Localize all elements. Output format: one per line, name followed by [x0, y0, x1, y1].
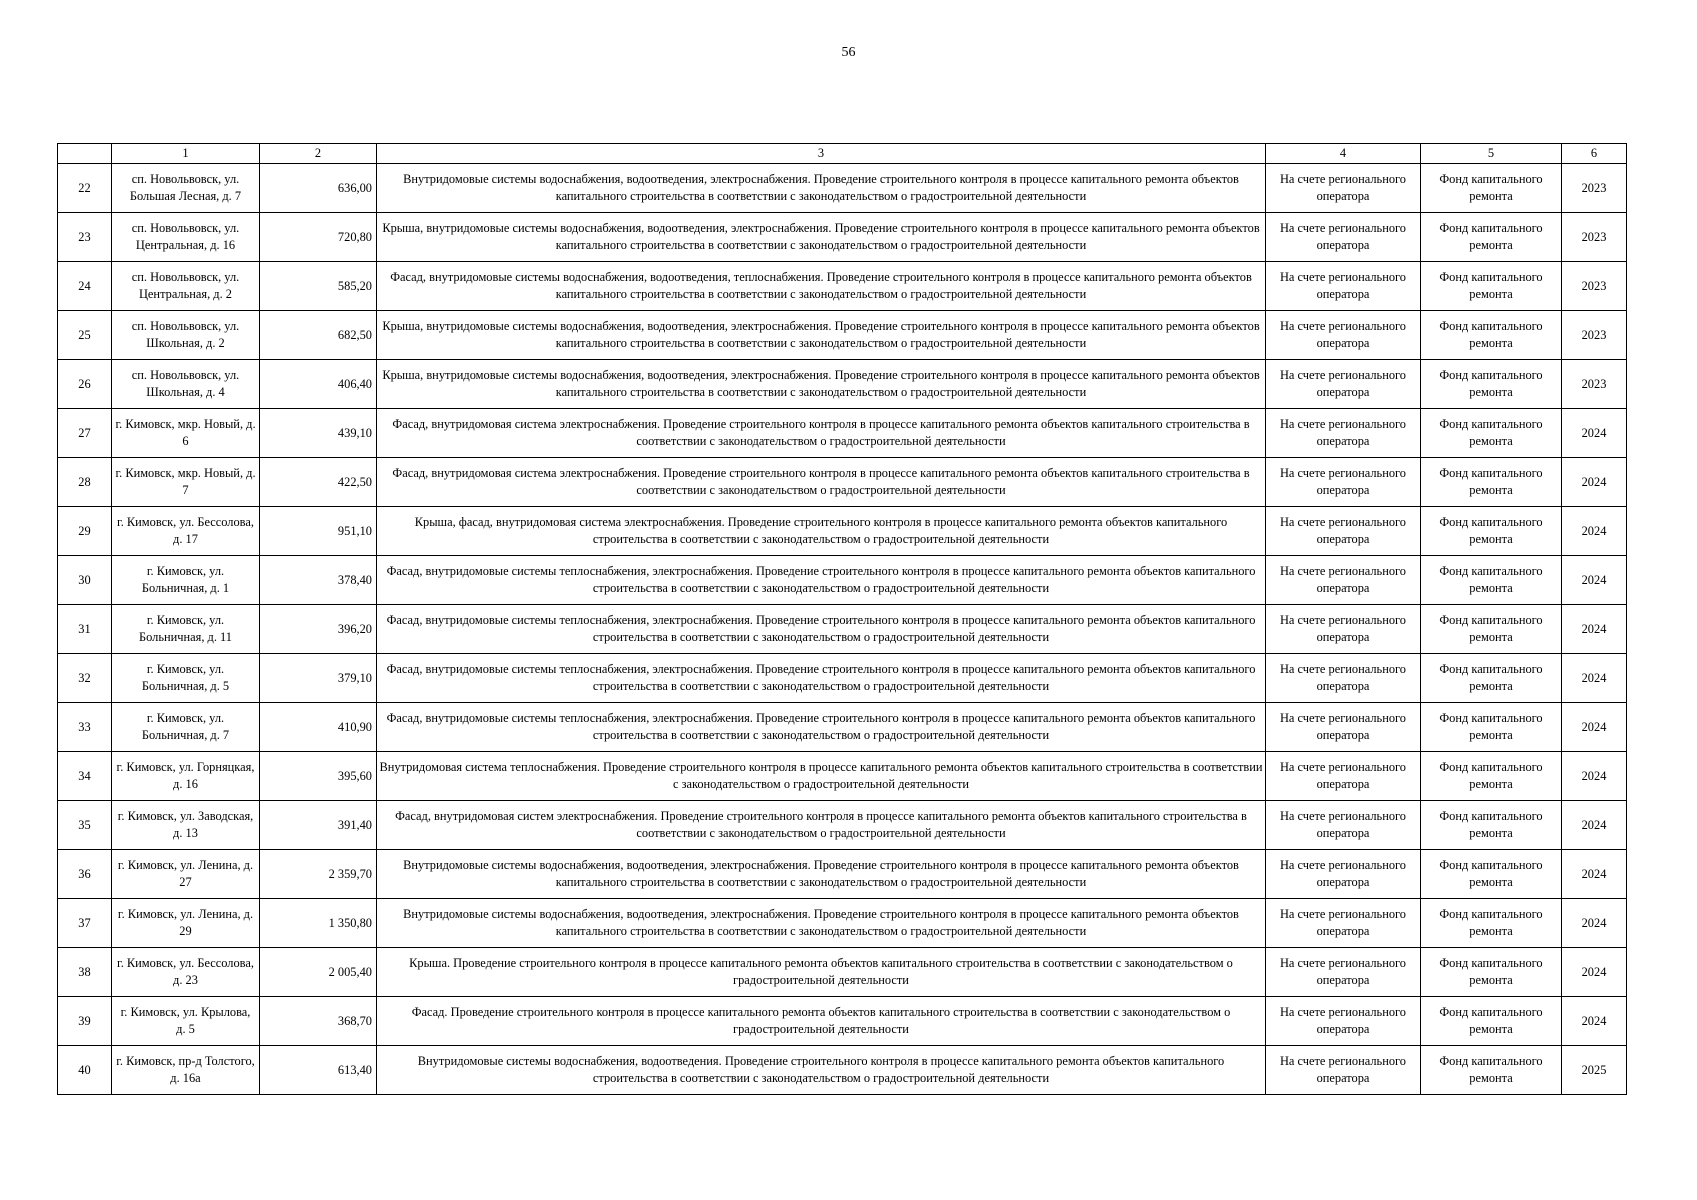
works-description-cell: Крыша, внутридомовые системы водоснабжения, водоотведения, электроснабжения. Проведение строительного контроля в процессе капитального ремонта объектов капитального строительства в соответствии с законодательством о градостроительной деятельности [377, 360, 1266, 409]
account-cell: На счете регионального оператора [1266, 752, 1421, 801]
account-cell: На счете регионального оператора [1266, 997, 1421, 1046]
funding-source-cell: Фонд капитального ремонта [1421, 605, 1562, 654]
row-number: 40 [58, 1046, 112, 1095]
year-cell: 2024 [1562, 458, 1627, 507]
row-number: 38 [58, 948, 112, 997]
funding-source-cell: Фонд капитального ремонта [1421, 654, 1562, 703]
account-cell: На счете регионального оператора [1266, 654, 1421, 703]
amount-cell: 2 359,70 [260, 850, 377, 899]
account-cell: На счете регионального оператора [1266, 850, 1421, 899]
works-description-cell: Фасад, внутридомовая система электроснабжения. Проведение строительного контроля в процессе капитального ремонта объектов капитального строительства в соответствии с законодательством о градостроительной деятельности [377, 409, 1266, 458]
year-cell: 2024 [1562, 409, 1627, 458]
year-cell: 2024 [1562, 703, 1627, 752]
amount-cell: 636,00 [260, 164, 377, 213]
funding-source-cell: Фонд капитального ремонта [1421, 1046, 1562, 1095]
account-cell: На счете регионального оператора [1266, 605, 1421, 654]
table-row [58, 213, 1627, 262]
column-number-row [58, 144, 1627, 164]
funding-source-cell: Фонд капитального ремонта [1421, 556, 1562, 605]
amount-cell: 391,40 [260, 801, 377, 850]
column-number-5: 5 [1421, 144, 1562, 164]
amount-cell: 585,20 [260, 262, 377, 311]
amount-cell: 720,80 [260, 213, 377, 262]
address-cell: г. Кимовск, ул. Бессолова, д. 23 [112, 948, 260, 997]
account-cell: На счете регионального оператора [1266, 409, 1421, 458]
funding-source-cell: Фонд капитального ремонта [1421, 997, 1562, 1046]
table-row [58, 997, 1627, 1046]
works-description-cell: Фасад. Проведение строительного контроля в процессе капитального ремонта объектов капитального строительства в соответствии с законодательством о градостроительной деятельности [377, 997, 1266, 1046]
year-cell: 2024 [1562, 801, 1627, 850]
table-row [58, 164, 1627, 213]
year-cell: 2024 [1562, 899, 1627, 948]
address-cell: г. Кимовск, ул. Горняцкая, д. 16 [112, 752, 260, 801]
column-number-4: 4 [1266, 144, 1421, 164]
amount-cell: 378,40 [260, 556, 377, 605]
table-row [58, 752, 1627, 801]
amount-cell: 395,60 [260, 752, 377, 801]
funding-source-cell: Фонд капитального ремонта [1421, 360, 1562, 409]
address-cell: сп. Новольвовск, ул. Школьная, д. 4 [112, 360, 260, 409]
row-number: 25 [58, 311, 112, 360]
table-row [58, 1046, 1627, 1095]
works-description-cell: Фасад, внутридомовые системы теплоснабжения, электроснабжения. Проведение строительного контроля в процессе капитального ремонта объектов капитального строительства в соответствии с законодательством о градостроительной деятельности [377, 556, 1266, 605]
year-cell: 2023 [1562, 262, 1627, 311]
year-cell: 2024 [1562, 605, 1627, 654]
works-description-cell: Фасад, внутридомовые системы водоснабжения, водоотведения, теплоснабжения. Проведение строительного контроля в процессе капитального ремонта объектов капитального строительства в соответствии с законодательством о градостроительной деятельности [377, 262, 1266, 311]
year-cell: 2024 [1562, 556, 1627, 605]
address-cell: г. Кимовск, ул. Больничная, д. 5 [112, 654, 260, 703]
works-description-cell: Фасад, внутридомовая система электроснабжения. Проведение строительного контроля в процессе капитального ремонта объектов капитального строительства в соответствии с законодательством о градостроительной деятельности [377, 458, 1266, 507]
amount-cell: 439,10 [260, 409, 377, 458]
row-number: 31 [58, 605, 112, 654]
address-cell: г. Кимовск, ул. Бессолова, д. 17 [112, 507, 260, 556]
year-cell: 2024 [1562, 507, 1627, 556]
table-body [58, 144, 1627, 1095]
amount-cell: 613,40 [260, 1046, 377, 1095]
funding-source-cell: Фонд капитального ремонта [1421, 703, 1562, 752]
table-row [58, 948, 1627, 997]
account-cell: На счете регионального оператора [1266, 360, 1421, 409]
funding-source-cell: Фонд капитального ремонта [1421, 458, 1562, 507]
address-cell: сп. Новольвовск, ул. Центральная, д. 2 [112, 262, 260, 311]
amount-cell: 410,90 [260, 703, 377, 752]
works-description-cell: Внутридомовая система теплоснабжения. Проведение строительного контроля в процессе капитального ремонта объектов капитального строительства в соответствии с законодательством о градостроительной деятельности [377, 752, 1266, 801]
column-number-3: 3 [377, 144, 1266, 164]
works-description-cell: Крыша, внутридомовые системы водоснабжения, водоотведения, электроснабжения. Проведение строительного контроля в процессе капитального ремонта объектов капитального строительства в соответствии с законодательством о градостроительной деятельности [377, 213, 1266, 262]
table-row [58, 507, 1627, 556]
table-row [58, 556, 1627, 605]
table-row [58, 262, 1627, 311]
page-number: 56 [841, 45, 856, 60]
row-number: 37 [58, 899, 112, 948]
amount-cell: 682,50 [260, 311, 377, 360]
row-number: 33 [58, 703, 112, 752]
works-description-cell: Внутридомовые системы водоснабжения, водоотведения, электроснабжения. Проведение строительного контроля в процессе капитального ремонта объектов капитального строительства в соответствии с законодательством о градостроительной деятельности [377, 850, 1266, 899]
works-description-cell: Крыша, внутридомовые системы водоснабжения, водоотведения, электроснабжения. Проведение строительного контроля в процессе капитального ремонта объектов капитального строительства в соответствии с законодательством о градостроительной деятельности [377, 311, 1266, 360]
row-number: 23 [58, 213, 112, 262]
account-cell: На счете регионального оператора [1266, 899, 1421, 948]
row-number: 22 [58, 164, 112, 213]
funding-source-cell: Фонд капитального ремонта [1421, 262, 1562, 311]
row-number: 30 [58, 556, 112, 605]
year-cell: 2024 [1562, 948, 1627, 997]
works-description-cell: Внутридомовые системы водоснабжения, водоотведения. Проведение строительного контроля в процессе капитального ремонта объектов капитального строительства в соответствии с законодательством о градостроительной деятельности [377, 1046, 1266, 1095]
year-cell: 2024 [1562, 997, 1627, 1046]
year-cell: 2023 [1562, 213, 1627, 262]
year-cell: 2024 [1562, 752, 1627, 801]
amount-cell: 2 005,40 [260, 948, 377, 997]
row-number: 34 [58, 752, 112, 801]
funding-source-cell: Фонд капитального ремонта [1421, 850, 1562, 899]
funding-source-cell: Фонд капитального ремонта [1421, 164, 1562, 213]
year-cell: 2023 [1562, 360, 1627, 409]
table-row [58, 899, 1627, 948]
account-cell: На счете регионального оператора [1266, 507, 1421, 556]
address-cell: г. Кимовск, мкр. Новый, д. 6 [112, 409, 260, 458]
funding-source-cell: Фонд капитального ремонта [1421, 507, 1562, 556]
table-row [58, 458, 1627, 507]
table-row [58, 654, 1627, 703]
account-cell: На счете регионального оператора [1266, 703, 1421, 752]
account-cell: На счете регионального оператора [1266, 458, 1421, 507]
column-number-2: 2 [260, 144, 377, 164]
funding-source-cell: Фонд капитального ремонта [1421, 213, 1562, 262]
account-cell: На счете регионального оператора [1266, 311, 1421, 360]
year-cell: 2024 [1562, 654, 1627, 703]
amount-cell: 396,20 [260, 605, 377, 654]
address-cell: г. Кимовск, ул. Крылова, д. 5 [112, 997, 260, 1046]
funding-source-cell: Фонд капитального ремонта [1421, 948, 1562, 997]
repair-register-table [57, 143, 1627, 1095]
works-description-cell: Фасад, внутридомовые системы теплоснабжения, электроснабжения. Проведение строительного контроля в процессе капитального ремонта объектов капитального строительства в соответствии с законодательством о градостроительной деятельности [377, 703, 1266, 752]
amount-cell: 951,10 [260, 507, 377, 556]
address-cell: сп. Новольвовск, ул. Школьная, д. 2 [112, 311, 260, 360]
works-description-cell: Фасад, внутридомовая систем электроснабжения. Проведение строительного контроля в процессе капитального ремонта объектов капитального строительства в соответствии с законодательством о градостроительной деятельности [377, 801, 1266, 850]
funding-source-cell: Фонд капитального ремонта [1421, 311, 1562, 360]
works-description-cell: Внутридомовые системы водоснабжения, водоотведения, электроснабжения. Проведение строительного контроля в процессе капитального ремонта объектов капитального строительства в соответствии с законодательством о градостроительной деятельности [377, 164, 1266, 213]
account-cell: На счете регионального оператора [1266, 213, 1421, 262]
row-number: 29 [58, 507, 112, 556]
funding-source-cell: Фонд капитального ремонта [1421, 899, 1562, 948]
row-number: 36 [58, 850, 112, 899]
year-cell: 2023 [1562, 164, 1627, 213]
table-row [58, 801, 1627, 850]
row-number: 24 [58, 262, 112, 311]
table-row [58, 360, 1627, 409]
funding-source-cell: Фонд капитального ремонта [1421, 801, 1562, 850]
works-description-cell: Крыша, фасад, внутридомовая система электроснабжения. Проведение строительного контроля в процессе капитального ремонта объектов капитального строительства в соответствии с законодательством о градостроительной деятельности [377, 507, 1266, 556]
account-cell: На счете регионального оператора [1266, 948, 1421, 997]
address-cell: г. Кимовск, мкр. Новый, д. 7 [112, 458, 260, 507]
address-cell: г. Кимовск, ул. Ленина, д. 29 [112, 899, 260, 948]
amount-cell: 368,70 [260, 997, 377, 1046]
account-cell: На счете регионального оператора [1266, 164, 1421, 213]
funding-source-cell: Фонд капитального ремонта [1421, 409, 1562, 458]
address-cell: сп. Новольвовск, ул. Большая Лесная, д. 7 [112, 164, 260, 213]
address-cell: г. Кимовск, пр-д Толстого, д. 16а [112, 1046, 260, 1095]
table-row [58, 850, 1627, 899]
year-cell: 2024 [1562, 850, 1627, 899]
account-cell: На счете регионального оператора [1266, 262, 1421, 311]
column-number-1: 1 [112, 144, 260, 164]
row-number: 32 [58, 654, 112, 703]
address-cell: г. Кимовск, ул. Больничная, д. 1 [112, 556, 260, 605]
table-row [58, 703, 1627, 752]
row-number: 26 [58, 360, 112, 409]
amount-cell: 406,40 [260, 360, 377, 409]
works-description-cell: Фасад, внутридомовые системы теплоснабжения, электроснабжения. Проведение строительного контроля в процессе капитального ремонта объектов капитального строительства в соответствии с законодательством о градостроительной деятельности [377, 654, 1266, 703]
column-number-blank [58, 144, 112, 164]
year-cell: 2025 [1562, 1046, 1627, 1095]
year-cell: 2023 [1562, 311, 1627, 360]
account-cell: На счете регионального оператора [1266, 801, 1421, 850]
works-description-cell: Внутридомовые системы водоснабжения, водоотведения, электроснабжения. Проведение строительного контроля в процессе капитального ремонта объектов капитального строительства в соответствии с законодательством о градостроительной деятельности [377, 899, 1266, 948]
works-description-cell: Фасад, внутридомовые системы теплоснабжения, электроснабжения. Проведение строительного контроля в процессе капитального ремонта объектов капитального строительства в соответствии с законодательством о градостроительной деятельности [377, 605, 1266, 654]
row-number: 28 [58, 458, 112, 507]
row-number: 35 [58, 801, 112, 850]
table-row [58, 409, 1627, 458]
address-cell: г. Кимовск, ул. Заводская, д. 13 [112, 801, 260, 850]
funding-source-cell: Фонд капитального ремонта [1421, 752, 1562, 801]
account-cell: На счете регионального оператора [1266, 556, 1421, 605]
address-cell: г. Кимовск, ул. Ленина, д. 27 [112, 850, 260, 899]
column-number-6: 6 [1562, 144, 1627, 164]
address-cell: сп. Новольвовск, ул. Центральная, д. 16 [112, 213, 260, 262]
works-description-cell: Крыша. Проведение строительного контроля в процессе капитального ремонта объектов капитального строительства в соответствии с законодательством о градостроительной деятельности [377, 948, 1266, 997]
table-row [58, 605, 1627, 654]
amount-cell: 1 350,80 [260, 899, 377, 948]
amount-cell: 422,50 [260, 458, 377, 507]
address-cell: г. Кимовск, ул. Больничная, д. 11 [112, 605, 260, 654]
account-cell: На счете регионального оператора [1266, 1046, 1421, 1095]
table-row [58, 311, 1627, 360]
row-number: 27 [58, 409, 112, 458]
row-number: 39 [58, 997, 112, 1046]
address-cell: г. Кимовск, ул. Больничная, д. 7 [112, 703, 260, 752]
amount-cell: 379,10 [260, 654, 377, 703]
